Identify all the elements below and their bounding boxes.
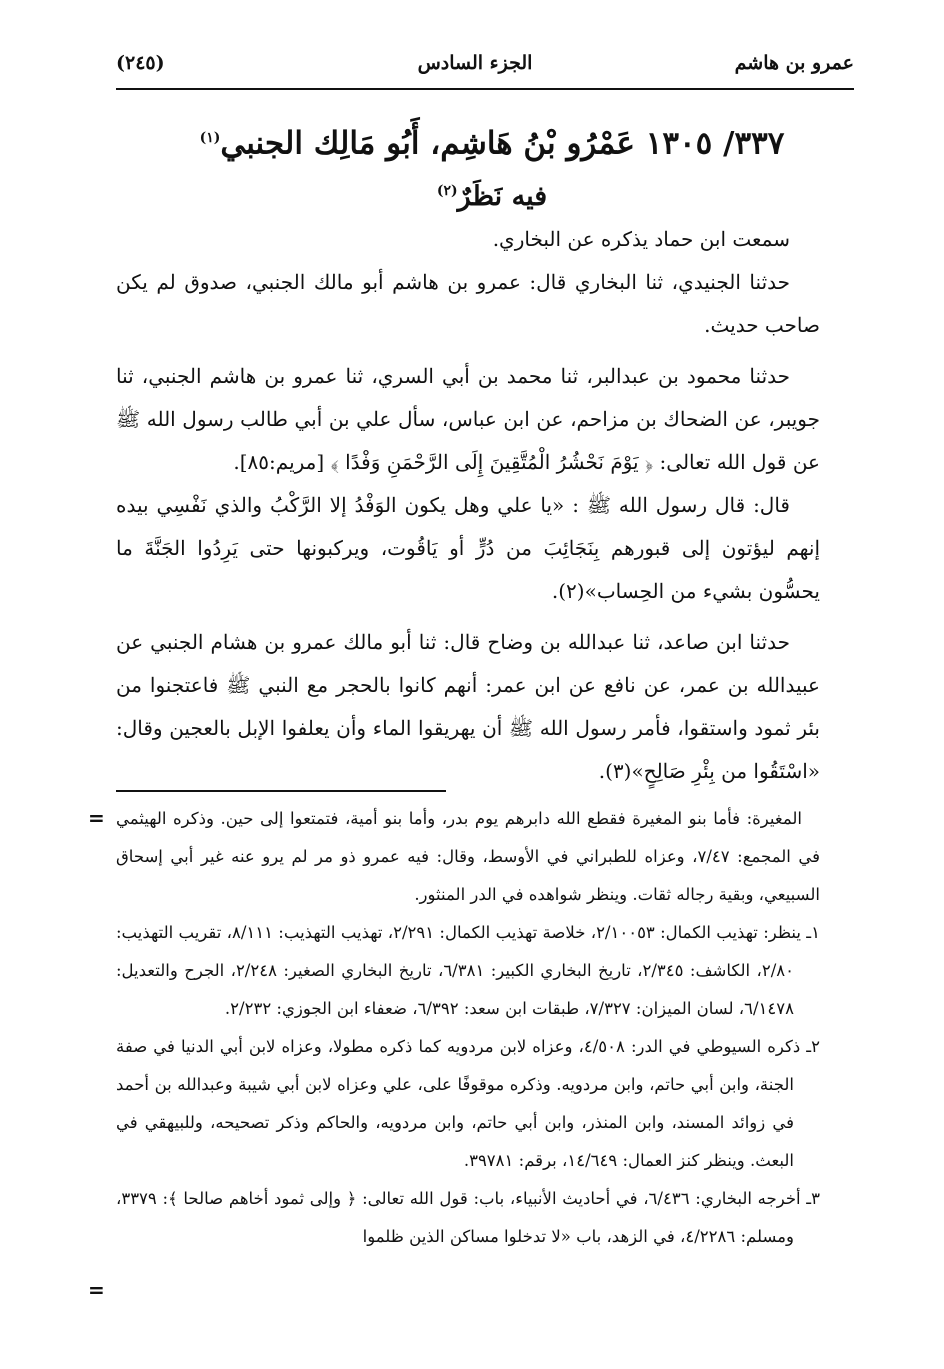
paragraph: قال: قال رسول الله ﷺ : «يا علي وهل يكون الوَفْدُ إلا الرَّكْبُ والذي نَفْسِي بيده إنهم ليؤتون إلى قبورهم بِنَجَائِبَ من دُرٍّ أو يَاقُوت، ويركبونها حتى يَرِدُوا الجَنَّةَ ما يحسُّون بشيء من الحِساب»(٢). [116, 493, 820, 603]
paragraph: سمعت ابن حماد يذكره عن البخاري. [492, 227, 790, 251]
title-footnote-ref: (١) [199, 130, 221, 146]
paragraph: حدثنا ابن صاعد، ثنا عبدالله بن وضاح قال: ثنا أبو مالك عمرو بن هشام الجنبي عن عبيدالله بن عمر، عن نافع عن ابن عمر: أنهم كانوا بالحجر مع النبي ﷺ فاعتجنوا من بئر ثمود واستقوا، فأمر رسول الله ﷺ أن يهريقوا الماء وأن يعلفوا الإبل بالعجين وقال: «اسْتَقُوا من بِئْرِ صَالِحٍ»(٣). [116, 630, 821, 783]
entry-subtitle: فيه نَظَرٌ [457, 181, 548, 213]
paragraph: حدثنا الجنيدي، ثنا البخاري قال: عمرو بن هاشم أبو مالك الجنبي، صدوق لم يكن صاحب حديث. [116, 270, 820, 337]
footnote-1: ١ـ ينظر: تهذيب الكمال: ٢/١٠٠٥٣، خلاصة تهذيب الكمال: ٢/٢٩١، تهذيب التهذيب: ٨/١١١، تقريب التهذيب: ٢/٨٠، الكاشف: ٢/٣٤٥، تاريخ البخاري الكبير: ٦/٣٨١، تاريخ البخاري الصغير: ٢/٢٤٨، الجرح والتعديل: ٦/١٤٧٨، لسان الميزان: ٧/٣٢٧، طبقات ابن سعد: ٦/٣٩٢، ضعفاء ابن الجوزي: ٢/٢٣٢. [116, 923, 820, 1018]
end-continuation-marker: = [88, 1278, 105, 1302]
footnote-3: ٣ـ أخرجه البخاري: ٦/٤٣٦، في أحاديث الأنبياء، باب: قول الله تعالى: ﴿ وإلى ثمود أخاهم صالحا ﴾: ٣٣٧٩، ومسلم: ٤/٢٢٨٦، في الزهد، باب «لا تدخلوا مساكن الذين ظلموا [116, 1189, 821, 1246]
page-number: (٢٤٥) [116, 52, 165, 74]
main-text [116, 218, 820, 793]
header-volume: الجزء السادس [417, 52, 533, 74]
entry-title: ٣٣٧/ ١٣٠٥ عَمْرُو بْنُ هَاشِم، أَبُو مَالِك الجنبي [220, 125, 785, 162]
footnote-continuation: المغيرة: فأما بنو المغيرة فقطع الله دابرهم يوم بدر، وأما بنو أمية، فتمتعوا إلى حين. وذكره الهيثمي في المجمع: ٧/٤٧، وعزاه للطبراني في الأوسط، وقال: فيه عمرو ذو مر لم يرو عنه غير أبي إسحاق السبيعي، وبقية رجاله ثقات. وينظر شواهده في الدر المنثور. [116, 809, 821, 904]
header-rule [116, 88, 854, 90]
running-header [116, 44, 854, 90]
paragraph: حدثنا محمود بن عبدالبر، ثنا محمد بن أبي السري، ثنا عمرو بن هاشم الجنبي، ثنا جويبر، عن الضحاك بن مزاحم، عن ابن عباس، سأل علي بن أبي طالب رسول الله ﷺ عن قول الله تعالى: ﴿ يَوْمَ نَحْشُرُ الْمُتَّقِينَ إِلَى الرَّحْمَنِ وَفْدًا ﴾ [مريم:٨٥]. [116, 364, 820, 474]
entry-subtitle-line [170, 167, 814, 221]
footnote-2: ٢ـ ذكره السيوطي في الدر: ٤/٥٠٨، وعزاه لابن مردويه كما ذكره مطولا، وعزاه لابن أبي الدنيا في صفة الجنة، وابن أبي حاتم، وابن مردويه. وذكره موقوفًا على، علي وعزاه لابن أبي شيبة وعبدالله بن أحمد في زوائد المسند، وابن المنذر، وابن أبي حاتم، وابن مردويه، والحاكم وذكر تصحيحه، وللبيهقي في البعث. وينظر كنز العمال: ١٤/٦٤٩، برقم: ٣٩٧٨١. [116, 1037, 821, 1170]
subtitle-footnote-ref: (٢) [436, 183, 458, 200]
footnotes [116, 800, 820, 1256]
continuation-marker: = [88, 806, 105, 830]
footnote-separator [116, 790, 446, 792]
header-entry-name: عمرو بن هاشم [734, 52, 854, 74]
entry-title-block [170, 114, 814, 221]
